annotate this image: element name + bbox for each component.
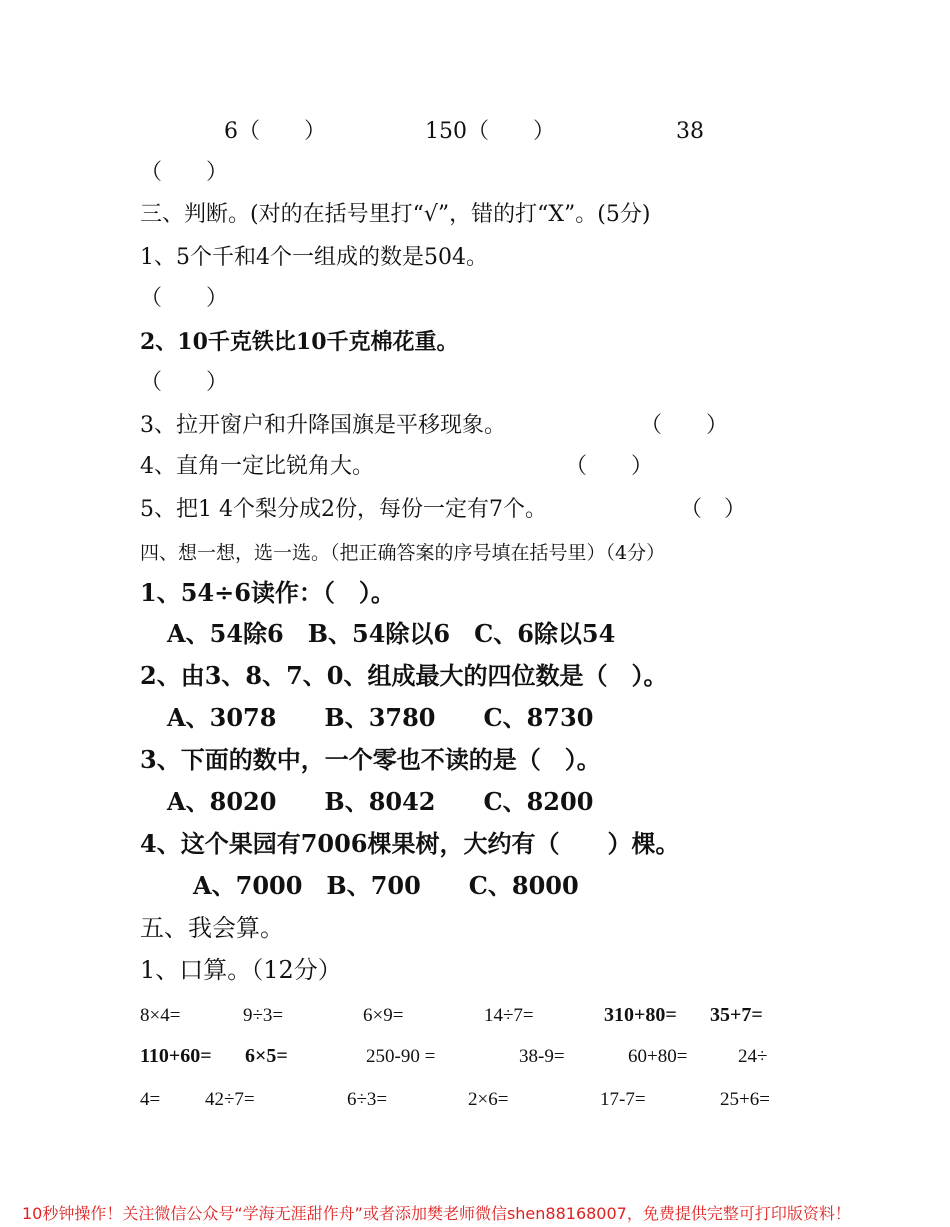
top-row-item-3: 38 [676,119,704,144]
choice-question-3: 3、下面的数中，一个零也不读的是（ ）。 [140,745,601,774]
top-row-item-2: 150（ ） [425,119,555,144]
calc-item: 25+6= [720,1089,770,1110]
calc-item: 6÷3= [347,1089,388,1110]
calc-item: 6×5= [245,1045,288,1067]
calc-item: 250-90 = [366,1046,436,1067]
choice-question-4: 4、这个果园有7006棵果树，大约有（ ）棵。 [140,829,680,858]
promo-footer: 10秒钟操作！关注微信公众号“学海无涯甜作舟”或者添加樊老师微信shen88168007，免费提供完整可打印版资料！ [22,1204,851,1223]
judgement-question-3: 3、拉开窗户和升降国旗是平移现象。 [140,413,506,438]
calc-item: 110+60= [140,1045,212,1067]
judgement-answer-paren-2[interactable]: （ ） [140,370,229,395]
calc-item: 310+80= [604,1004,677,1026]
choice-options-1: A、54除6 B、54除以6 C、6除以54 [167,619,616,648]
oral-calculation-title: 1、口算。（12分） [140,956,342,984]
choice-options-3: A、8020 B、8042 C、8200 [167,787,594,816]
calc-item: 8×4= [140,1005,181,1026]
calc-item: 9÷3= [243,1005,284,1026]
top-row-item-1: 6（ ） [224,119,326,144]
choice-options-2: A、3078 B、3780 C、8730 [167,703,594,732]
section-5-title: 五、我会算。 [140,914,284,942]
judgement-question-4: 4、直角一定比锐角大。 [140,454,374,479]
calc-item: 35+7= [710,1004,763,1026]
choice-question-2: 2、由3、8、7、0、组成最大的四位数是（ ）。 [140,661,668,690]
choice-options-4: A、7000 B、700 C、8000 [193,871,579,900]
calc-item: 60+80= [628,1046,688,1067]
calc-item: 42÷7= [205,1089,255,1110]
judgement-question-2: 2、10千克铁比10千克棉花重。 [140,329,459,355]
choice-question-1: 1、54÷6读作：（ ）。 [140,578,395,607]
top-row-item-3-paren: （ ） [140,160,229,185]
section-3-title: 三、判断。(对的在括号里打“√”，错的打“X”。(5分) [140,202,651,227]
calc-item: 14÷7= [484,1005,534,1026]
calc-item: 24÷ [738,1046,768,1067]
judgement-question-1: 1、5个千和4个一组成的数是504。 [140,245,488,270]
judgement-answer-paren-3[interactable]: （ ） [640,413,729,438]
judgement-answer-paren-4[interactable]: （ ） [565,454,654,479]
calc-item: 2×6= [468,1089,509,1110]
calc-item: 6×9= [363,1005,404,1026]
judgement-answer-paren-1[interactable]: （ ） [140,286,229,311]
section-4-title: 四、想一想，选一选。（把正确答案的序号填在括号里）（4分） [140,542,666,564]
calc-item: 4= [140,1089,161,1110]
judgement-question-5: 5、把1 4个梨分成2份，每份一定有7个。 [140,497,547,522]
judgement-answer-paren-5[interactable]: （ ） [680,497,747,522]
calc-item: 38-9= [519,1046,565,1067]
calc-item: 17-7= [600,1089,646,1110]
